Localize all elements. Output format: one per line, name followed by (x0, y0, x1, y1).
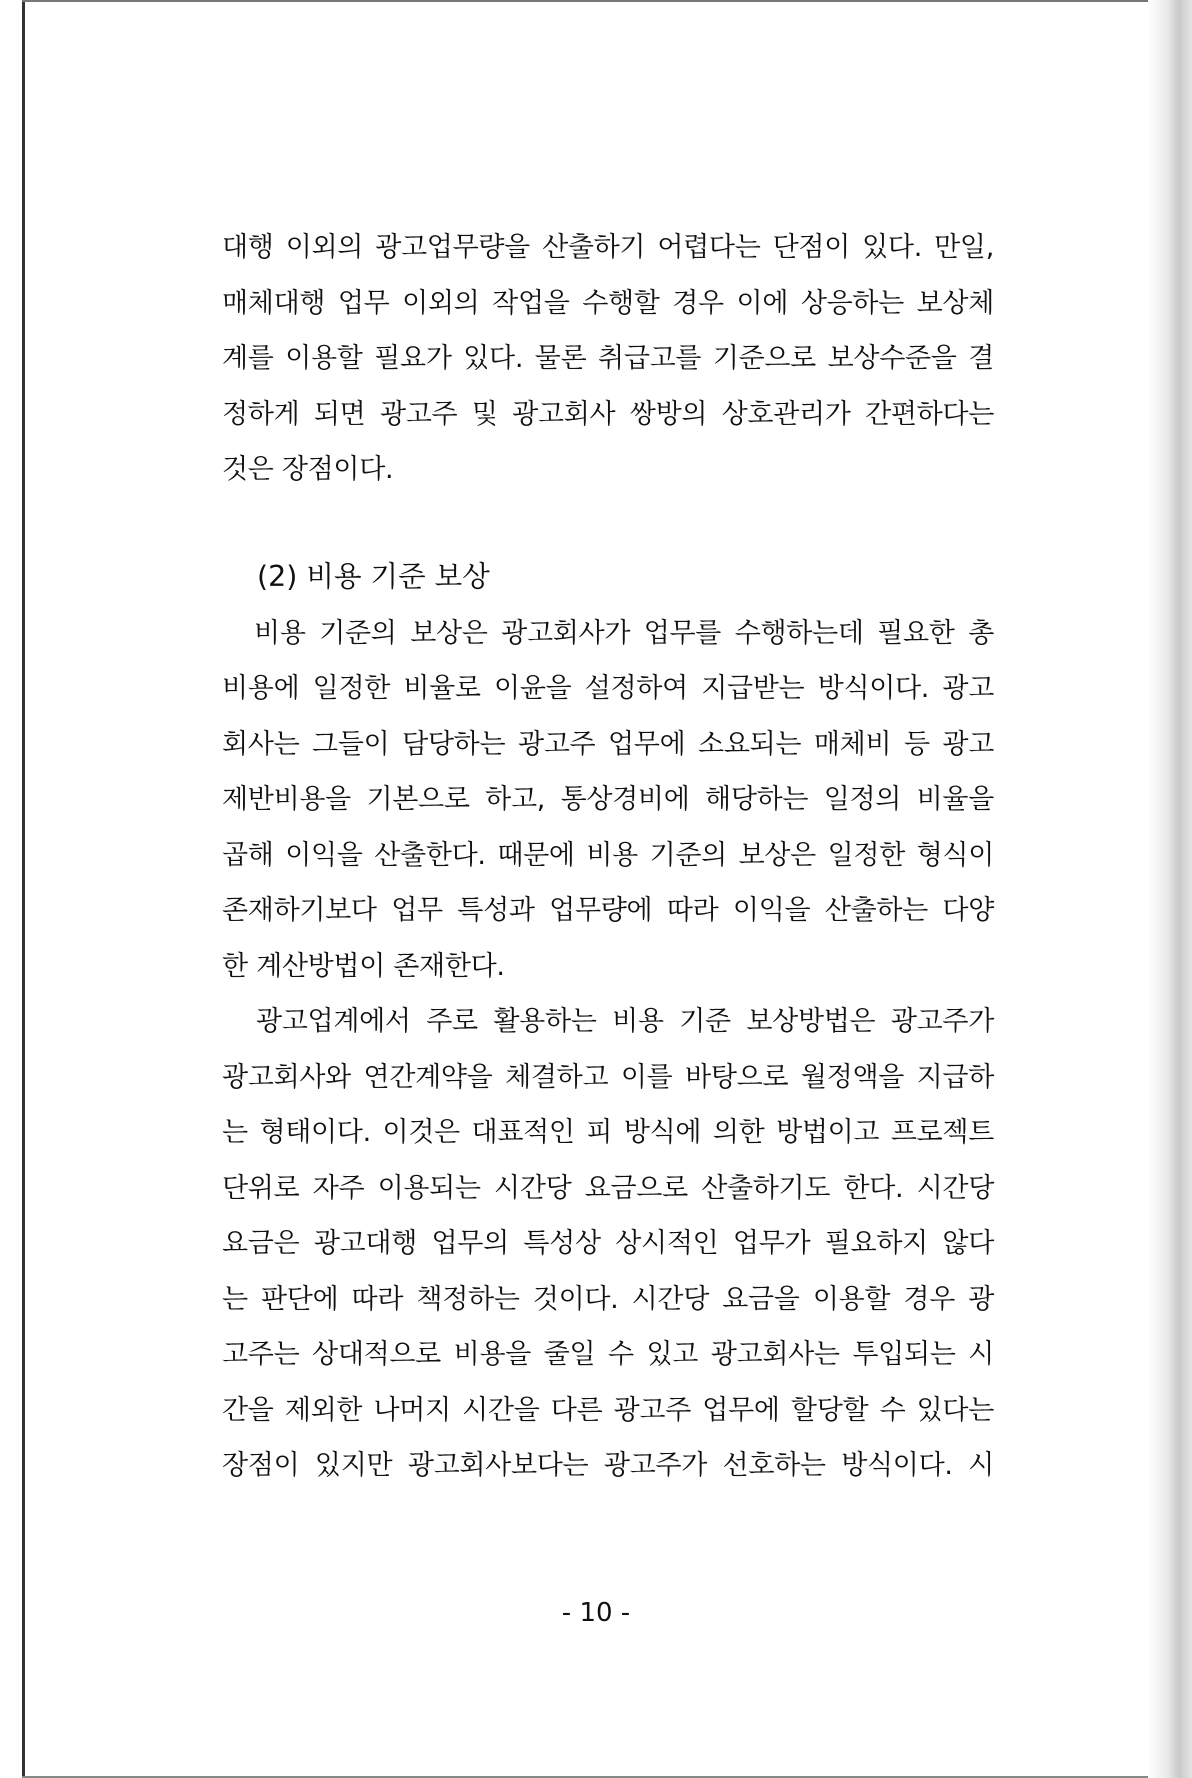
page-left-border (22, 0, 25, 1778)
text-line: 비용에 일정한 비율로 이윤을 설정하여 지급받는 방식이다. 광고 (222, 673, 994, 704)
text-line: 단위로 자주 이용되는 시간당 요금으로 산출하기도 한다. 시간당 (222, 1172, 994, 1204)
text-line: 제반비용을 기본으로 하고, 통상경비에 해당하는 일정의 비율을 (222, 784, 994, 815)
text-line: 곱해 이익을 산출한다. 때문에 비용 기준의 보상은 일정한 형식이 (222, 839, 994, 871)
section-heading: (2) 비용 기준 보상 (257, 559, 490, 593)
paragraph-gap (222, 498, 994, 548)
text-line: 매체대행 업무 이외의 작업을 수행할 경우 이에 상응하는 보상체 (222, 287, 994, 319)
page-top-border (22, 0, 1172, 2)
text-line: 는 형태이다. 이것은 대표적인 피 방식에 의한 방법이고 프로젝트 (222, 1117, 994, 1148)
text-line: 간을 제외한 나머지 시간을 다른 광고주 업무에 할당할 수 있다는 (222, 1394, 994, 1426)
paragraph-2 (222, 606, 994, 995)
text-line: 장점이 있지만 광고회사보다는 광고주가 선호하는 방식이다. 시 (222, 1450, 994, 1481)
paragraph-1 (222, 220, 994, 498)
text-line: 광고업계에서 주로 활용하는 비용 기준 보상방법은 광고주가 (222, 1006, 994, 1037)
text-line: 계를 이용할 필요가 있다. 물론 취급고를 기준으로 보상수준을 결 (222, 343, 994, 374)
text-line: 고주는 상대적으로 비용을 줄일 수 있고 광고회사는 투입되는 시 (222, 1339, 994, 1370)
text-line: 비용 기준의 보상은 광고회사가 업무를 수행하는데 필요한 총 (222, 617, 994, 649)
page-number: - 10 - (561, 1598, 631, 1628)
body-text (222, 220, 994, 1494)
paragraph-3 (222, 994, 994, 1494)
page-curl-shadow (1148, 0, 1192, 1778)
text-line: 것은 장점이다. (222, 454, 394, 485)
text-line: 대행 이외의 광고업무량을 산출하기 어렵다는 단점이 있다. 만일, (222, 232, 994, 263)
text-line: 존재하기보다 업무 특성과 업무량에 따라 이익을 산출하는 다양 (222, 895, 994, 926)
text-line: 한 계산방법이 존재한다. (222, 950, 505, 982)
text-line: 광고회사와 연간계약을 체결하고 이를 바탕으로 월정액을 지급하 (222, 1061, 994, 1093)
text-line: 회사는 그들이 담당하는 광고주 업무에 소요되는 매체비 등 광고 (222, 728, 994, 760)
text-line: 정하게 되면 광고주 및 광고회사 쌍방의 상호관리가 간편하다는 (222, 398, 994, 430)
text-line: 요금은 광고대행 업무의 특성상 상시적인 업무가 필요하지 않다 (222, 1228, 994, 1259)
text-line: 는 판단에 따라 책정하는 것이다. 시간당 요금을 이용할 경우 광 (222, 1283, 994, 1315)
